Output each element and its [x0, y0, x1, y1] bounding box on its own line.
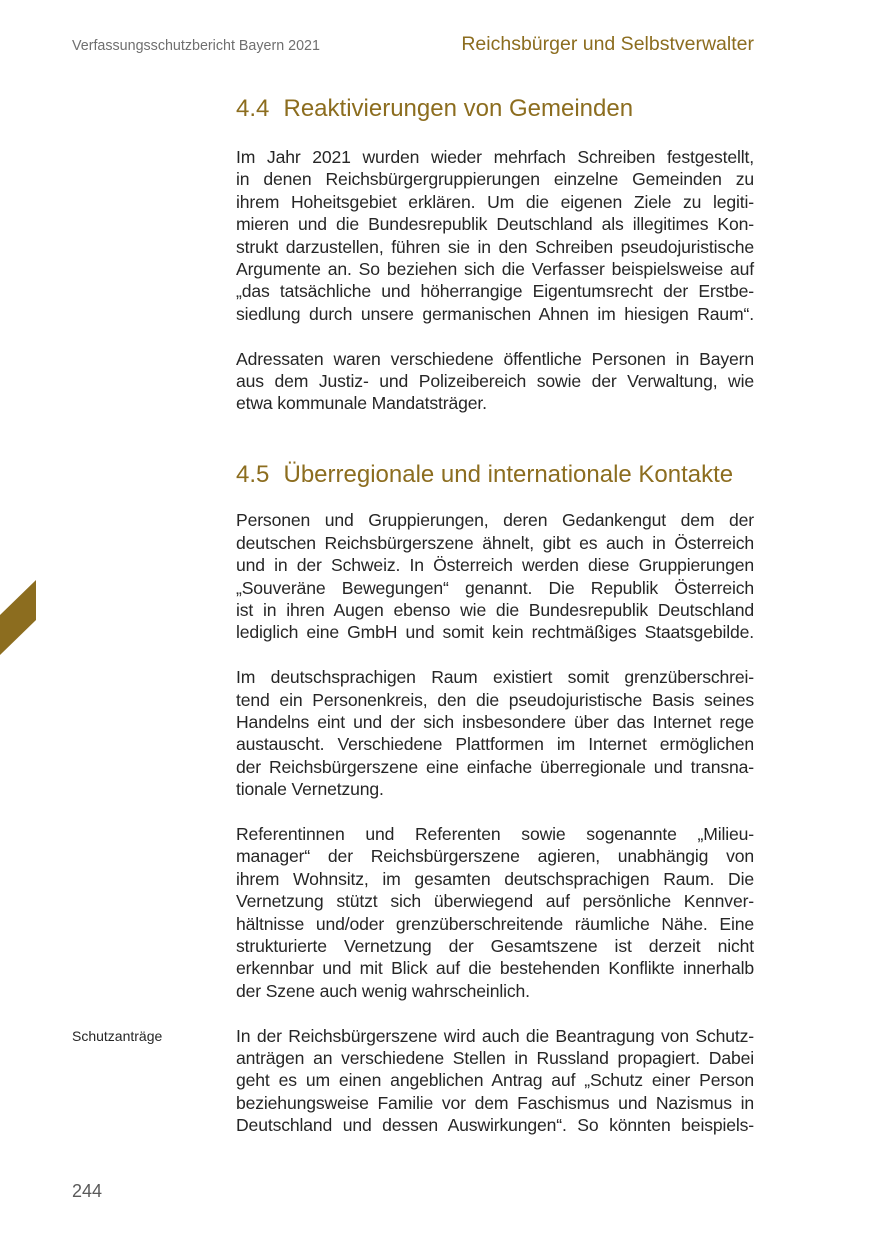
- text-line: Vernetzung stützt sich überwiegend auf persönliche Kennver-: [236, 891, 754, 912]
- section-number: 4.5: [236, 461, 270, 488]
- text-line: und in der Schweiz. In Österreich werden diese Gruppierungen: [236, 555, 754, 576]
- running-head-chapter-title: Reichsbürger und Selbstverwalter: [461, 33, 754, 55]
- text-line: hältnisse und/oder grenzüberschreitende räumliche Nähe. Eine: [236, 913, 754, 934]
- text-line: lediglich eine GmbH und somit kein rechtmäßiges Staatsgebilde.: [236, 622, 754, 643]
- chapter-tab-shape: [0, 580, 36, 655]
- text-line: der Reichsbürgerszene eine einfache überregionale und transna-: [236, 756, 754, 777]
- text-line: Im Jahr 2021 wurden wieder mehrfach Schreiben festgestellt,: [236, 147, 754, 167]
- text-line: Im deutschsprachigen Raum existiert somit grenzüberschrei-: [236, 667, 754, 688]
- text-line: mieren und die Bundesrepublik Deutschland als illegitimes Kon-: [236, 214, 754, 235]
- text-line: Deutschland und dessen Auswirkungen“. So könnten beispiels-: [236, 1115, 754, 1136]
- paragraph: [236, 348, 754, 415]
- text-line: strukturierte Vernetzung der Gesamtszene ist derzeit nicht: [236, 935, 754, 956]
- text-line: Adressaten waren verschiedene öffentliche Personen in Bayern: [236, 348, 754, 369]
- margin-note: Schutzanträge: [72, 1028, 163, 1044]
- text-line: deutschen Reichsbürgerszene ähnelt, gibt es auch in Österreich: [236, 532, 754, 553]
- running-head-report-title: Verfassungsschutzbericht Bayern 2021: [72, 38, 320, 54]
- page-number: 244: [72, 1181, 103, 1201]
- paragraph: [236, 666, 754, 800]
- paragraph: [236, 1025, 754, 1137]
- section-title: Reaktivierungen von Gemeinden: [283, 95, 634, 122]
- text-line: tend ein Personenkreis, den die pseudojuristische Basis seines: [236, 689, 754, 710]
- text-line: austauscht. Verschiedene Plattformen im Internet ermöglichen: [236, 734, 754, 755]
- section-title: Überregionale und internationale Kontakte: [283, 461, 734, 488]
- text-line: strukt darzustellen, führen sie in den Schreiben pseudojuristische: [236, 236, 754, 257]
- section-number: 4.4: [236, 95, 270, 122]
- text-line: Referentinnen und Referenten sowie sogenannte „Milieu-: [236, 824, 754, 844]
- text-line: etwa kommunale Mandatsträger.: [236, 393, 487, 414]
- text-line: In der Reichsbürgerszene wird auch die Beantragung von Schutz-: [236, 1025, 754, 1046]
- text-line: manager“ der Reichsbürgerszene agieren, unabhängig von: [236, 846, 754, 867]
- text-line: „Souveräne Bewegungen“ genannt. Die Republik Österreich: [236, 577, 754, 598]
- text-line: der Szene auch wenig wahrscheinlich.: [236, 980, 530, 1001]
- text-line: beziehungsweise Familie vor dem Faschismus und Nazismus in: [236, 1092, 754, 1113]
- section-heading: [236, 460, 733, 490]
- text-line: geht es um einen angeblichen Antrag auf „Schutz einer Person: [236, 1070, 754, 1091]
- chapter-tab-marker: [0, 578, 37, 658]
- text-line: Argumente an. So beziehen sich die Verfasser beispielsweise auf: [236, 258, 754, 279]
- text-line: „das tatsächliche und höherrangige Eigentumsrecht der Erstbe-: [236, 281, 754, 302]
- paragraph: [236, 146, 754, 325]
- text-line: anträgen an verschiedene Stellen in Russland propagiert. Dabei: [236, 1047, 754, 1068]
- text-line: ihrem Wohnsitz, im gesamten deutschsprachigen Raum. Die: [236, 868, 754, 889]
- paragraph: [236, 823, 754, 1002]
- text-line: aus dem Justiz- und Polizeibereich sowie der Verwaltung, wie: [236, 370, 754, 391]
- text-line: tionale Vernetzung.: [236, 779, 384, 800]
- text-line: siedlung durch unsere germanischen Ahnen im hiesigen Raum“.: [236, 303, 754, 324]
- section-heading: [236, 94, 633, 124]
- text-line: Personen und Gruppierungen, deren Gedankengut dem der: [236, 510, 754, 531]
- text-line: ist in ihren Augen ebenso wie die Bundesrepublik Deutschland: [236, 599, 754, 620]
- text-line: in denen Reichsbürgergruppierungen einzelne Gemeinden zu: [236, 169, 754, 190]
- text-line: Handelns eint und der sich insbesondere über das Internet rege: [236, 711, 754, 732]
- text-line: erkennbar und mit Blick auf die bestehenden Konflikte innerhalb: [236, 958, 754, 979]
- text-line: ihrem Hoheitsgebiet erklären. Um die eigenen Ziele zu legiti-: [236, 191, 754, 212]
- paragraph: [236, 509, 754, 643]
